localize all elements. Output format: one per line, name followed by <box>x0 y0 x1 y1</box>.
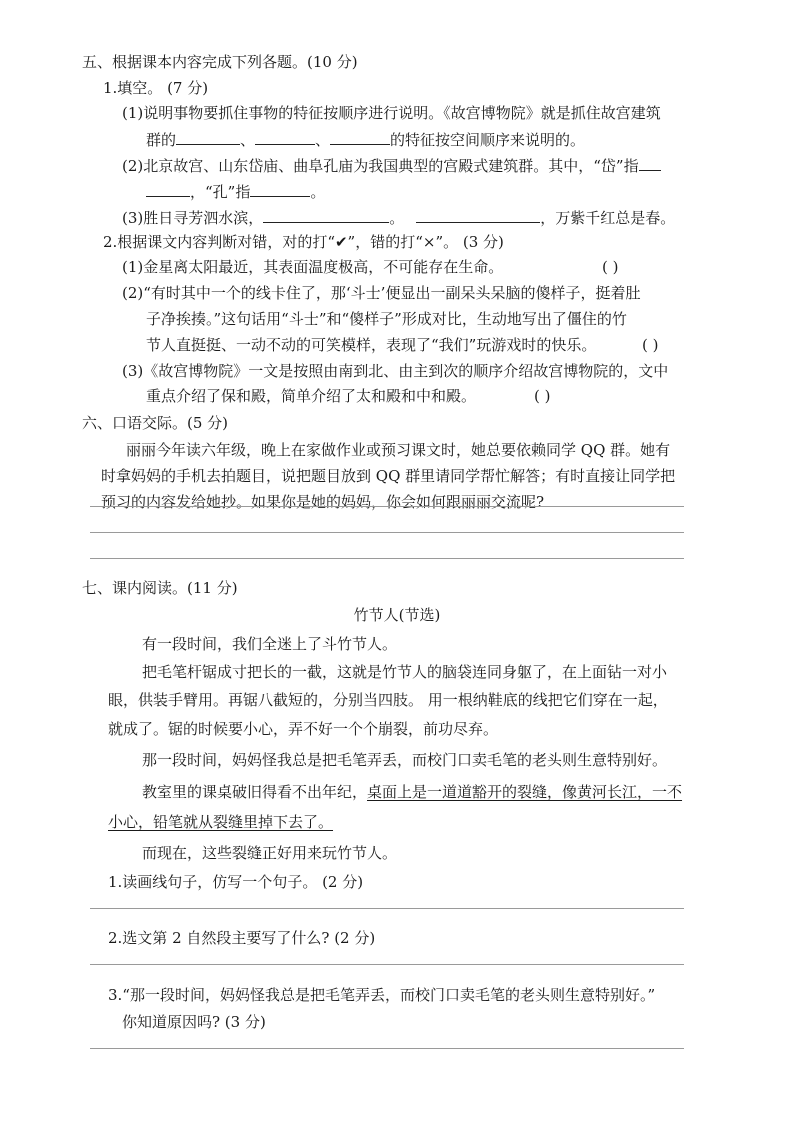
passage-paragraph-2-line-2: 眼，供装手臂用。再锯八截短的，分别当四肢。 用一根纳鞋底的线把它们穿在一起， <box>108 691 668 709</box>
passage-paragraph-1: 有一段时间，我们全迷上了斗竹节人。 <box>142 635 398 653</box>
underlined-sentence: 小心，铅笔就从裂缝里掉下去了。 <box>108 813 334 831</box>
judge-item-3-line-2: 重点介绍了保和殿，简单介绍了太和殿和中和殿。 <box>146 387 477 405</box>
oral-prompt-line-1: 丽丽今年读六年级，晚上在家做作业或预习课文时，她总要依赖同学 QQ 群。她有 <box>126 441 671 459</box>
answer-blank-2[interactable] <box>255 129 315 145</box>
judge-item-2-line-3: 节人直挺挺、一动不动的可笑模样，表现了“我们”玩游戏时的快乐。 <box>146 336 597 354</box>
fill-item-2-line-1 <box>122 155 661 176</box>
section-5-title: 五、根据课本内容完成下列各题。(10 分) <box>82 53 358 71</box>
reading-question-3-line-1: 3.“那一段时间，妈妈怪我总是把毛笔弄丢，而校门口卖毛笔的老头则生意特别好。” <box>108 986 656 1004</box>
fill-text: ，万紫千红总是春。 <box>540 209 676 227</box>
judge-item-2-line-2: 子净挨揍。”这句话用“斗士”和“傻样子”形成对比，生动地写出了僵住的竹 <box>146 310 627 328</box>
fill-item-2-line-2 <box>146 181 325 202</box>
fill-text: 群的 <box>146 131 177 149</box>
answer-blank-4b[interactable] <box>146 181 190 197</box>
judge-item-2-line-1: (2)“有时其中一个的线卡住了，那‘斗士’便显出一副呆头呆脑的傻样子，挺着肚 <box>122 284 641 302</box>
fill-item-3 <box>122 207 675 228</box>
fill-text: 。 <box>389 209 405 227</box>
answer-blank-7[interactable] <box>416 207 540 223</box>
section-6-title: 六、口语交际。(5 分) <box>82 414 229 432</box>
judge-item-1: (1)金星离太阳最近，其表面温度极高，不可能存在生命。 <box>122 258 504 276</box>
reading-question-2: 2.选文第 2 自然段主要写了什么? (2 分) <box>108 929 376 947</box>
passage-paragraph-2-line-3: 就成了。锯的时候要小心，弄不好一个个崩裂，前功尽弃。 <box>108 720 499 738</box>
answer-blank-1[interactable] <box>176 129 240 145</box>
passage-paragraph-3: 那一段时间，妈妈怪我总是把毛笔弄丢，而校门口卖毛笔的老头则生意特别好。 <box>142 751 668 769</box>
answer-blank-3[interactable] <box>330 129 390 145</box>
passage-paragraph-4-line-1 <box>142 782 682 802</box>
fill-item-1-line-2 <box>146 129 585 150</box>
passage-title: 竹节人(节选) <box>353 606 441 624</box>
fill-text: 的特征按空间顺序来说明的。 <box>390 131 586 149</box>
passage-paragraph-2-line-1: 把毛笔杆锯成寸把长的一截，这就是竹节人的脑袋连同身躯了，在上面钻一对小 <box>142 663 668 681</box>
answer-blank-4a[interactable] <box>639 155 661 171</box>
answer-line[interactable] <box>90 506 684 507</box>
answer-line[interactable] <box>90 532 684 533</box>
reading-question-3-line-2: 你知道原因吗? (3 分) <box>122 1013 266 1031</box>
fill-text: 、 <box>315 131 331 149</box>
answer-blank-6[interactable] <box>263 207 389 223</box>
fill-text: 。 <box>310 183 326 201</box>
judge-item-3-line-1: (3)《故宫博物院》一文是按照由南到北、由主到次的顺序介绍故宫博物院的，文中 <box>122 362 669 380</box>
underlined-sentence: 桌面上是一道道豁开的裂缝，像黄河长江，一不 <box>367 783 683 801</box>
answer-blank-5[interactable] <box>250 181 310 197</box>
answer-line[interactable] <box>90 964 684 965</box>
reading-question-1: 1.读画线句子，仿写一个句子。 (2 分) <box>108 873 364 891</box>
answer-line[interactable] <box>90 908 684 909</box>
fill-text: (2)北京故宫、山东岱庙、曲阜孔庙为我国典型的宫殿式建筑群。其中，“岱”指 <box>122 157 639 175</box>
fill-text: 、 <box>240 131 256 149</box>
passage-paragraph-4-line-2 <box>108 812 333 832</box>
answer-line[interactable] <box>90 1048 684 1049</box>
judge-answer-paren-3[interactable]: ( ) <box>534 387 551 405</box>
answer-line[interactable] <box>90 558 684 559</box>
question-1-label: 1.填空。 (7 分) <box>103 79 209 97</box>
judge-answer-paren-2[interactable]: ( ) <box>642 336 659 354</box>
section-7-title: 七、课内阅读。(11 分) <box>82 579 238 597</box>
fill-text: (3)胜日寻芳泗水滨， <box>122 209 264 227</box>
passage-text: 教室里的课桌破旧得看不出年纪， <box>142 783 368 801</box>
oral-prompt-line-2: 时拿妈妈的手机去拍题目，说把题目放到 QQ 群里请同学帮忙解答；有时直接让同学把 <box>101 467 676 485</box>
fill-text: ，“孔”指 <box>190 183 251 201</box>
oral-prompt-line-3: 预习的内容发给她抄。如果你是她的妈妈，你会如何跟丽丽交流呢? <box>101 493 545 511</box>
fill-item-1-line-1: (1)说明事物要抓住事物的特征按顺序进行说明。《故宫博物院》就是抓住故宫建筑 <box>122 104 661 122</box>
judge-answer-paren-1[interactable]: ( ) <box>602 258 619 276</box>
question-2-label: 2.根据课文内容判断对错，对的打“✔”，错的打“×”。 (3 分) <box>103 233 504 251</box>
passage-paragraph-5: 而现在，这些裂缝正好用来玩竹节人。 <box>142 844 398 862</box>
